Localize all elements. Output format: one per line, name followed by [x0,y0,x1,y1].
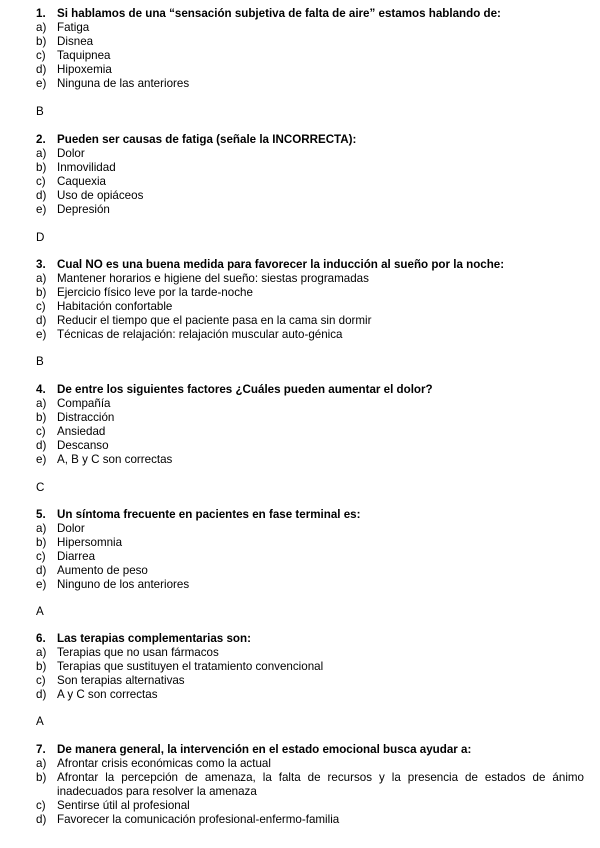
option-letter: b) [36,660,47,673]
answer-3: B [36,355,44,368]
option-letter: a) [36,21,47,34]
option-letter: a) [36,272,47,285]
answer-5: A [36,605,44,618]
option-letter: e) [36,77,47,90]
option-letter: c) [36,425,46,438]
option-item [36,147,584,161]
option-text: Son terapias alternativas [57,674,185,687]
option-letter: d) [36,688,47,701]
option-item [36,63,584,77]
option-text: Ninguna de las anteriores [57,77,190,90]
question-text: Pueden ser causas de fatiga (señale la INCORRECTA): [57,133,357,146]
option-item [36,77,584,91]
option-text: Fatiga [57,21,90,34]
question-7 [36,743,584,827]
option-letter: d) [36,813,47,826]
question-number: 1. [36,7,46,20]
option-letter: b) [36,35,47,48]
option-text: Dolor [57,522,85,535]
question-5 [36,508,584,592]
question-number: 7. [36,743,46,756]
option-text: Disnea [57,35,94,48]
option-text: A y C son correctas [57,688,158,701]
option-text: Inmovilidad [57,161,116,174]
option-item [36,674,584,688]
question-text: Las terapias complementarias son: [57,632,251,645]
option-letter: a) [36,646,47,659]
option-letter: c) [36,674,46,687]
option-item [36,771,584,799]
option-item [36,522,584,536]
option-letter: d) [36,564,47,577]
option-text: Hipoxemia [57,63,112,76]
question-6 [36,632,584,702]
option-item [36,439,584,453]
option-text: Descanso [57,439,109,452]
option-letter: c) [36,49,46,62]
option-letter: d) [36,314,47,327]
question-text: Un síntoma frecuente en pacientes en fase terminal es: [57,508,361,521]
option-item [36,272,584,286]
option-item [36,757,584,771]
question-3 [36,258,584,342]
option-text: A, B y C son correctas [57,453,173,466]
option-item [36,813,584,827]
option-item [36,314,584,328]
option-letter: b) [36,286,47,299]
question-heading [36,743,584,757]
option-text: Terapias que no usan fármacos [57,646,219,659]
answer-1: B [36,105,44,118]
option-text: Habitación confortable [57,300,173,313]
option-item [36,799,584,813]
option-letter: c) [36,550,46,563]
option-item [36,564,584,578]
option-text: Ansiedad [57,425,106,438]
question-2 [36,133,584,217]
option-item [36,578,584,592]
option-letter: b) [36,411,47,424]
option-item [36,300,584,314]
option-text: Sentirse útil al profesional [57,799,190,812]
option-item [36,35,584,49]
option-text: Compañía [57,397,111,410]
option-letter: e) [36,578,47,591]
option-item [36,49,584,63]
question-number: 5. [36,508,46,521]
option-item [36,397,584,411]
option-item [36,411,584,425]
option-letter: b) [36,771,47,784]
option-letter: e) [36,203,47,216]
question-heading [36,632,584,646]
option-item [36,688,584,702]
answer-2: D [36,231,45,244]
option-text: Mantener horarios e higiene del sueño: siestas programadas [57,272,369,285]
option-text: Ejercicio físico leve por la tarde-noche [57,286,253,299]
option-text: Dolor [57,147,85,160]
option-item [36,646,584,660]
option-letter: b) [36,536,47,549]
option-letter: a) [36,147,47,160]
option-item [36,660,584,674]
question-text: Cual NO es una buena medida para favorecer la inducción al sueño por la noche: [57,258,505,271]
option-letter: c) [36,300,46,313]
question-number: 3. [36,258,46,271]
option-letter: b) [36,161,47,174]
option-item [36,189,584,203]
option-item [36,425,584,439]
option-item [36,536,584,550]
answer-6: A [36,715,44,728]
option-letter: c) [36,799,46,812]
question-heading [36,508,584,522]
option-text: Terapias que sustituyen el tratamiento convencional [57,660,324,673]
question-text: Si hablamos de una “sensación subjetiva de falta de aire” estamos hablando de: [57,7,501,20]
option-letter: a) [36,757,47,770]
option-text: Afrontar la percepción de amenaza, la falta de recursos y la presencia de estados de ánimo inadecuados para resolver la amenaza [57,771,584,798]
option-text: Caquexia [57,175,106,188]
question-number: 6. [36,632,46,645]
question-text: De entre los siguientes factores ¿Cuáles pueden aumentar el dolor? [57,383,433,396]
option-letter: e) [36,453,47,466]
question-number: 2. [36,133,46,146]
option-letter: a) [36,522,47,535]
question-heading [36,383,584,397]
answer-4: C [36,481,45,494]
question-text: De manera general, la intervención en el estado emocional busca ayudar a: [57,743,472,756]
question-heading [36,7,584,21]
option-item [36,161,584,175]
option-item [36,175,584,189]
option-item [36,203,584,217]
option-text: Favorecer la comunicación profesional-enfermo-familia [57,813,340,826]
option-letter: c) [36,175,46,188]
option-text: Aumento de peso [57,564,148,577]
option-letter: d) [36,439,47,452]
option-item [36,453,584,467]
option-letter: d) [36,63,47,76]
option-letter: d) [36,189,47,202]
option-letter: a) [36,397,47,410]
question-4 [36,383,584,467]
option-letter: e) [36,328,47,341]
question-heading [36,133,584,147]
option-text: Taquipnea [57,49,111,62]
option-text: Diarrea [57,550,96,563]
option-item [36,328,584,342]
option-item [36,21,584,35]
option-item [36,550,584,564]
option-item [36,286,584,300]
option-text: Depresión [57,203,110,216]
option-text: Afrontar crisis económicas como la actual [57,757,271,770]
question-heading [36,258,584,272]
option-text: Técnicas de relajación: relajación muscular auto-génica [57,328,343,341]
option-text: Reducir el tiempo que el paciente pasa en la cama sin dormir [57,314,372,327]
option-text: Ninguno de los anteriores [57,578,190,591]
question-number: 4. [36,383,46,396]
option-text: Distracción [57,411,115,424]
option-text: Hipersomnia [57,536,123,549]
question-1 [36,7,584,91]
option-text: Uso de opiáceos [57,189,144,202]
